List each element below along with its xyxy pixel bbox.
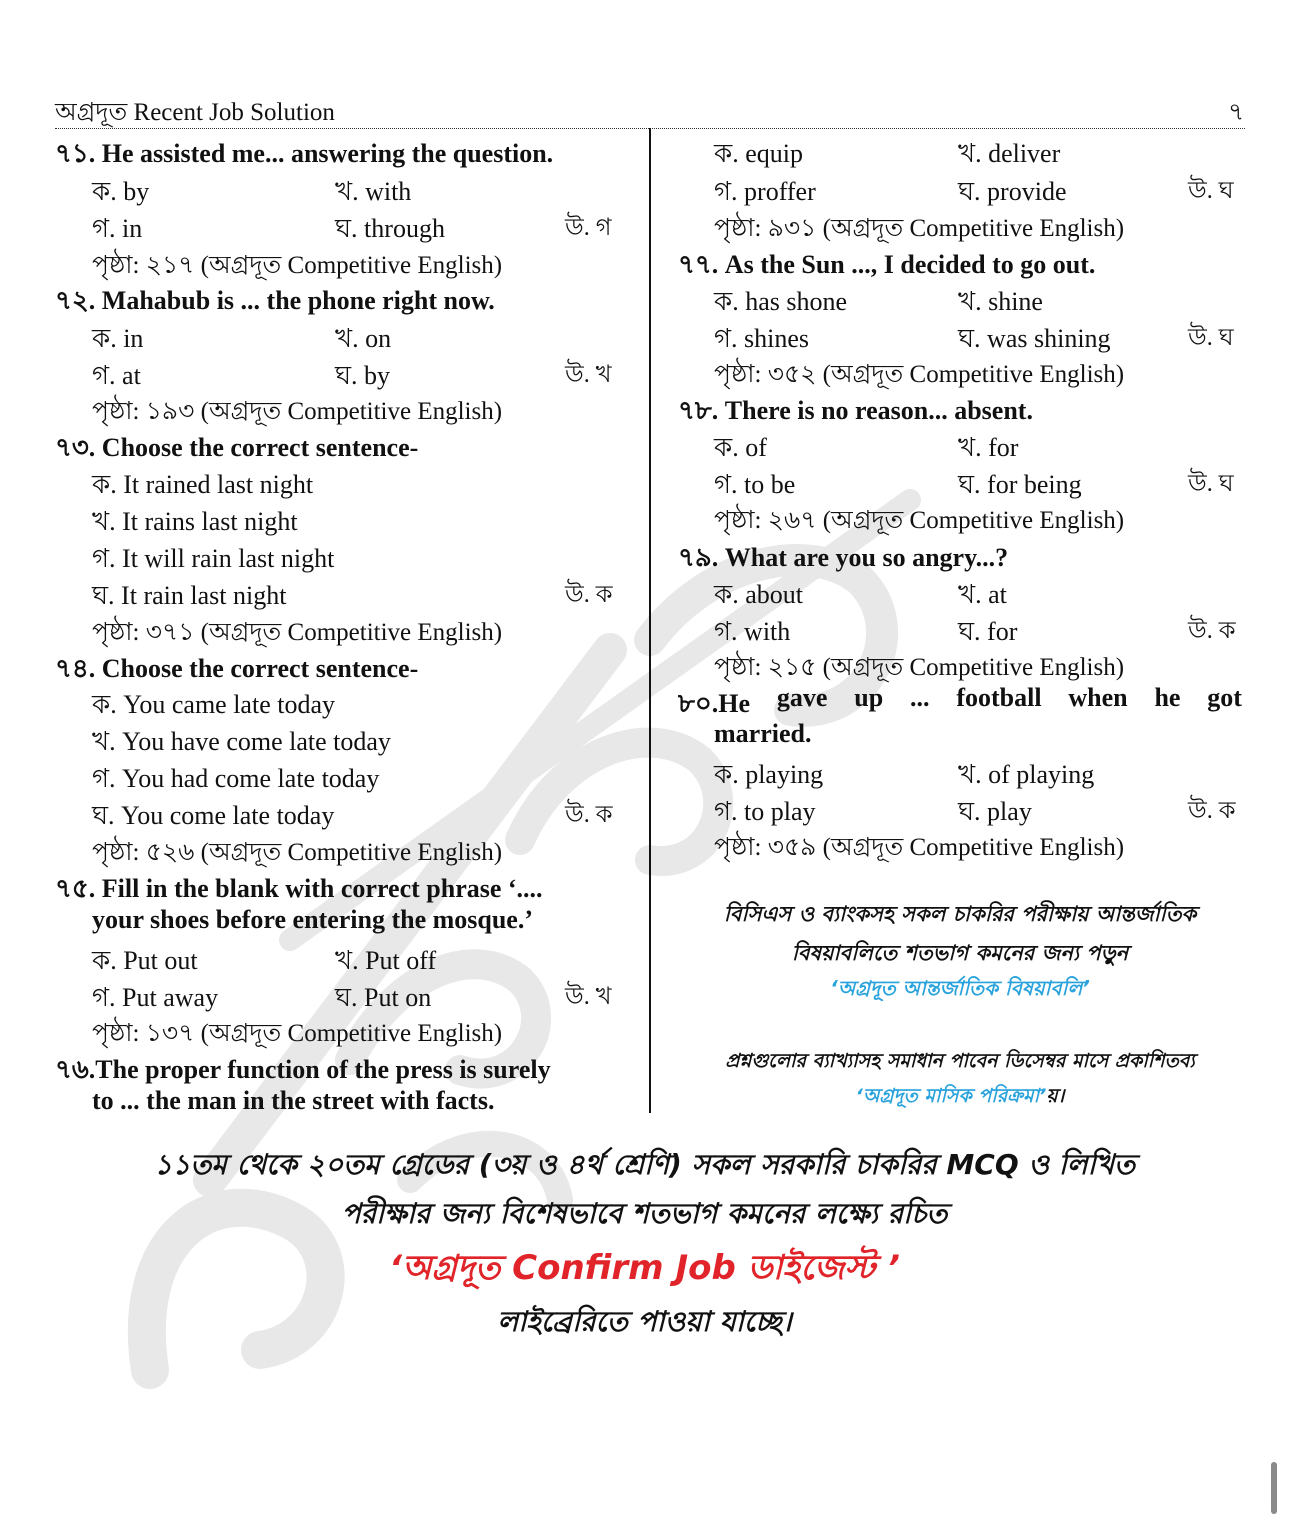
bottom-promo-title: ‘অগ্রদূত Confirm Job ডাইজেস্ট ’ xyxy=(389,1248,900,1288)
option-ka: ক. Put out xyxy=(92,946,198,975)
option-ga: গ. with xyxy=(714,617,791,646)
question-text: ৭১. He assisted me... answering the question. xyxy=(55,139,554,168)
option-kha: খ. You have come late today xyxy=(92,727,391,756)
answer: উ. ক xyxy=(1188,798,1236,824)
question-text-line2: married. xyxy=(714,719,812,748)
option-kha: খ. It rains last night xyxy=(92,507,298,536)
option-ka: ক. by xyxy=(92,177,150,206)
question-text: ৭৯. What are you so angry...? xyxy=(678,543,1009,572)
page-reference: পৃষ্ঠা: ১৯৩ (অগ্রদূত Competitive English) xyxy=(92,398,503,425)
option-ka: ক. about xyxy=(714,580,803,609)
option-ka: ক. has shone xyxy=(714,287,848,316)
question-text-line2: to ... the man in the street with facts. xyxy=(92,1086,495,1115)
word: ৮০.He xyxy=(678,689,751,718)
option-ka: ক. You came late today xyxy=(92,690,335,719)
promo-line1: বিসিএস ও ব্যাংকসহ সকল চাকরির পরীক্ষায় আন্তর্জাতিক xyxy=(723,902,1197,926)
option-gha: ঘ. Put on xyxy=(335,983,432,1012)
option-kha: খ. deliver xyxy=(958,139,1061,168)
option-gha: ঘ. for being xyxy=(958,470,1082,499)
word: he xyxy=(1154,683,1181,712)
page-reference: পৃষ্ঠা: ১৩৭ (অগ্রদূত Competitive English) xyxy=(92,1020,503,1047)
promo-title-line xyxy=(660,1082,1260,1114)
promo-suffix: য়। xyxy=(1046,1085,1065,1107)
bottom-promo-line4: লাইব্রেরিতে পাওয়া যাচ্ছে। xyxy=(497,1305,792,1338)
question-text-line2: your shoes before entering the mosque.’ xyxy=(92,905,534,934)
scrollbar-thumb[interactable] xyxy=(1271,1462,1277,1514)
option-ga: গ. Put away xyxy=(92,983,219,1012)
answer: উ. খ xyxy=(565,362,612,388)
option-ga: গ. You had come late today xyxy=(92,764,380,793)
column-divider xyxy=(649,128,651,1113)
answer: উ. ক xyxy=(565,582,613,608)
page-reference: পৃষ্ঠা: ২১৭ (অগ্রদূত Competitive English) xyxy=(92,252,503,279)
page-number: ৭ xyxy=(1228,99,1245,126)
word: got xyxy=(1207,683,1242,712)
promo-line1: প্রশ্নগুলোর ব্যাখ্যাসহ সমাধান পাবেন ডিসেম্বর মাসে প্রকাশিতব্য xyxy=(725,1050,1195,1072)
question-text: ৭৮. There is no reason... absent. xyxy=(678,396,1033,425)
option-ka: ক. It rained last night xyxy=(92,470,314,499)
word: ... xyxy=(910,683,930,712)
word: gave xyxy=(776,683,828,712)
page-reference: পৃষ্ঠা: ৩৫৯ (অগ্রদূত Competitive English) xyxy=(714,834,1125,861)
bottom-promo-line2: পরীক্ষার জন্য বিশেষভাবে শতভাগ কমনের লক্ষ্যে রচিত xyxy=(341,1197,948,1230)
option-ga: গ. to be xyxy=(714,470,796,499)
word: when xyxy=(1068,683,1128,712)
answer: উ. ঘ xyxy=(1188,471,1234,497)
option-gha: ঘ. through xyxy=(335,214,445,243)
question-text: ৭৪. Choose the correct sentence- xyxy=(55,654,419,683)
option-ka: ক. in xyxy=(92,324,144,353)
page-reference: পৃষ্ঠা: ৩৭১ (অগ্রদূত Competitive English) xyxy=(92,619,503,646)
page-reference: পৃষ্ঠা: ৯৩১ (অগ্রদূত Competitive English) xyxy=(714,215,1125,242)
answer: উ. খ xyxy=(565,984,612,1010)
question-text: ৭২. Mahabub is ... the phone right now. xyxy=(55,286,495,315)
page-reference: পৃষ্ঠা: ৩৫২ (অগ্রদূত Competitive English) xyxy=(714,361,1125,388)
answer: উ. গ xyxy=(565,215,612,241)
bottom-promo-line1: ১১তম থেকে ২০তম গ্রেডের (৩য় ও ৪র্থ শ্রেণি) সকল সরকারি চাকরির MCQ ও লিখিত xyxy=(153,1148,1136,1181)
option-ga: গ. It will rain last night xyxy=(92,544,335,573)
page-reference: পৃষ্ঠা: ২৬৭ (অগ্রদূত Competitive English) xyxy=(714,507,1125,534)
option-ga: গ. in xyxy=(92,214,143,243)
question-text: ৭৩. Choose the correct sentence- xyxy=(55,433,419,462)
promo-title: ‘অগ্রদূত মাসিক পরিক্রমা’ xyxy=(855,1085,1047,1107)
answer: উ. ঘ xyxy=(1188,178,1234,204)
question-text: ৭৭. As the Sun ..., I decided to go out. xyxy=(678,250,1096,279)
option-kha: খ. with xyxy=(335,177,412,206)
promo-title: ‘অগ্রদূত আন্তর্জাতিক বিষয়াবলি’ xyxy=(830,976,1090,1000)
option-kha: খ. shine xyxy=(958,287,1043,316)
question-text-line1: ৭৬.The proper function of the press is surely xyxy=(55,1055,551,1084)
option-ga: গ. shines xyxy=(714,324,810,353)
answer: উ. ক xyxy=(565,802,613,828)
word: up xyxy=(854,683,884,712)
option-gha: ঘ. was shining xyxy=(958,324,1111,353)
option-gha: ঘ. provide xyxy=(958,177,1067,206)
answer: উ. ঘ xyxy=(1188,325,1234,351)
word: football xyxy=(956,683,1042,712)
option-kha: খ. of playing xyxy=(958,760,1095,789)
option-gha: ঘ. You come late today xyxy=(92,801,335,830)
promo-line2: বিষয়াবলিতে শতভাগ কমনের জন্য পড়ুন xyxy=(791,941,1129,965)
option-ga: গ. at xyxy=(92,361,141,390)
option-gha: ঘ. for xyxy=(958,617,1018,646)
page-reference: পৃষ্ঠা: ৫২৬ (অগ্রদূত Competitive English) xyxy=(92,839,503,866)
question-text-line1: ৭৫. Fill in the blank with correct phrase ‘.... xyxy=(55,874,543,903)
header-title: অগ্রদূত Recent Job Solution xyxy=(55,99,335,126)
option-ga: গ. to play xyxy=(714,797,816,826)
option-gha: ঘ. by xyxy=(335,361,391,390)
answer: উ. ক xyxy=(1188,618,1236,644)
option-kha: খ. Put off xyxy=(335,946,437,975)
option-ga: গ. proffer xyxy=(714,177,816,206)
option-ka: ক. equip xyxy=(714,139,803,168)
option-kha: খ. for xyxy=(958,433,1019,462)
option-ka: ক. of xyxy=(714,433,767,462)
option-kha: খ. at xyxy=(958,580,1007,609)
option-gha: ঘ. It rain last night xyxy=(92,581,287,610)
option-gha: ঘ. play xyxy=(958,797,1032,826)
option-ka: ক. playing xyxy=(714,760,824,789)
option-kha: খ. on xyxy=(335,324,392,353)
page-reference: পৃষ্ঠা: ২১৫ (অগ্রদূত Competitive English) xyxy=(714,654,1125,681)
